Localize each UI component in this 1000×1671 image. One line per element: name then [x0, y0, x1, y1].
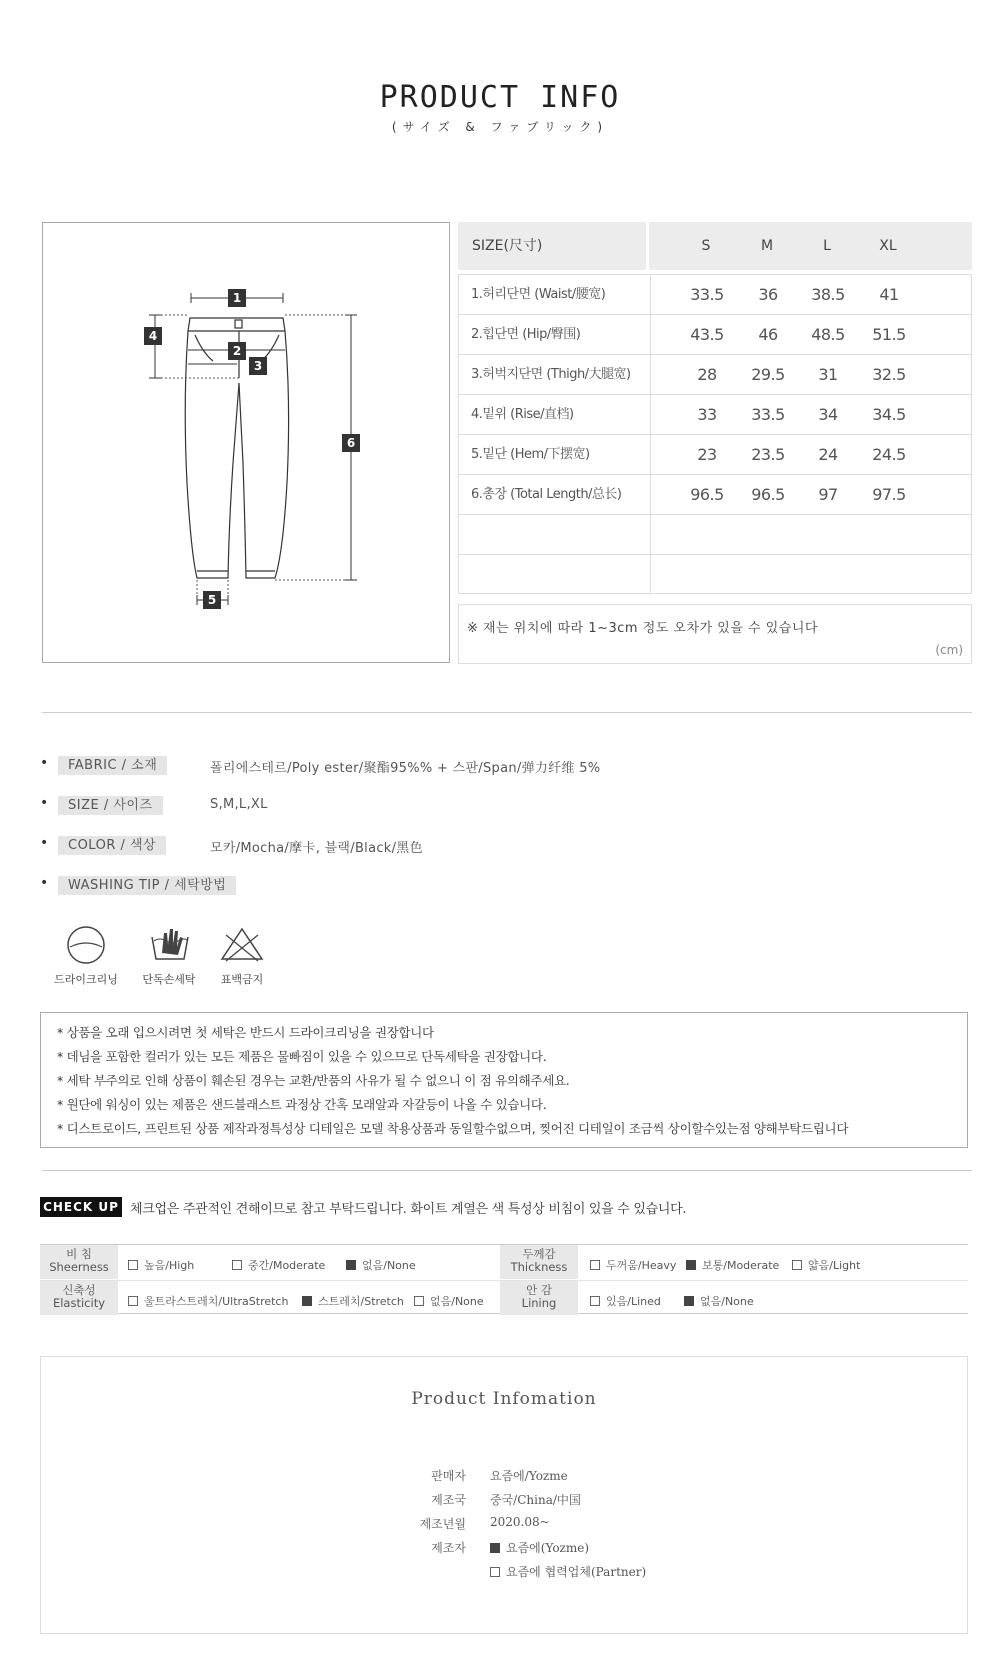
option-thick-light[interactable]	[792, 1257, 860, 1273]
option-label: 없음/None	[700, 1295, 754, 1308]
page-title: PRODUCT INFO	[379, 80, 621, 115]
elasticity-label-en: Elasticity	[52, 1296, 106, 1310]
checkbox-checked	[686, 1260, 696, 1270]
pants-illustration	[43, 223, 451, 664]
hand-wash-label: 단독손세탁	[142, 973, 196, 986]
bullet: •	[40, 835, 49, 851]
size-table-header	[458, 222, 972, 270]
cell: 96.5	[690, 485, 724, 504]
marker-3: 3	[249, 357, 267, 375]
option-label: 없음/None	[430, 1295, 484, 1308]
checkbox	[490, 1567, 500, 1577]
cell: 34.5	[872, 405, 906, 424]
checkbox	[590, 1260, 600, 1270]
row-label: 2.힙단면 (Hip/臀围)	[459, 315, 651, 355]
cell: 34	[818, 405, 838, 424]
option-elastic-none[interactable]	[414, 1293, 484, 1309]
sheerness-label	[40, 1245, 118, 1279]
cell: 46	[758, 325, 778, 344]
size-table-body	[458, 274, 972, 594]
size-header-label: SIZE(尺寸)	[458, 222, 649, 270]
size-tag: SIZE / 사이즈	[58, 796, 163, 815]
table-row	[459, 395, 971, 435]
bullet: •	[40, 875, 49, 891]
size-diagram	[42, 222, 450, 663]
hand-wash-icon	[148, 923, 192, 963]
care-notice-box	[40, 1012, 968, 1148]
lining-label-en: Lining	[521, 1296, 557, 1310]
option-label: 두꺼움/Heavy	[606, 1259, 677, 1272]
cell: 31	[818, 365, 838, 384]
checkup-table	[40, 1244, 968, 1314]
table-row	[459, 275, 971, 315]
cell: 41	[879, 285, 899, 304]
table-row	[459, 475, 971, 515]
option-label: 있음/Lined	[606, 1295, 661, 1308]
divider	[42, 1170, 972, 1171]
option-label: 울트라스트레치/UltraStretch	[144, 1295, 289, 1308]
checkup-text: 체크업은 주관적인 견해이므로 참고 부탁드립니다. 화이트 계열은 색 특성상 비침이 있을 수 있습니다.	[130, 1202, 687, 1217]
row-label-empty	[459, 515, 651, 555]
manufacturer-option-partner	[490, 1563, 646, 1580]
cell: 36	[758, 285, 778, 304]
table-row-empty	[459, 555, 971, 595]
marker-4: 4	[144, 327, 162, 345]
cell: 96.5	[751, 485, 785, 504]
checkbox-checked	[490, 1543, 500, 1553]
row-label: 3.허벅지단면 (Thigh/大腿宽)	[459, 355, 651, 395]
cell: 33.5	[751, 405, 785, 424]
divider	[42, 712, 972, 713]
color-value: 모카/Mocha/摩卡, 블랙/Black/黑色	[210, 841, 423, 856]
notice-line: * 데님을 포함한 컬러가 있는 모든 제품은 물빠짐이 있을 수 있으므로 단독세탁을 권장합니다.	[57, 1049, 547, 1064]
checkbox-checked	[684, 1296, 694, 1306]
option-label: 없음/None	[362, 1259, 416, 1272]
lining-label	[500, 1281, 578, 1315]
no-bleach-icon	[220, 925, 264, 963]
checkbox	[232, 1260, 242, 1270]
measurement-note-box	[458, 604, 972, 664]
option-label: 얇음/Light	[808, 1259, 861, 1272]
option-label: 보통/Moderate	[702, 1259, 780, 1272]
elasticity-label-ko: 신축성	[62, 1283, 96, 1297]
row-label: 5.밑단 (Hem/下摆宽)	[459, 435, 651, 475]
checkbox	[590, 1296, 600, 1306]
product-information-title: Product Infomation	[411, 1389, 597, 1409]
seller-key: 판매자	[431, 1469, 466, 1483]
size-col-m: M	[760, 238, 774, 254]
marker-6: 6	[342, 434, 360, 452]
size-value: S,M,L,XL	[210, 797, 268, 812]
sheerness-label-en: Sheerness	[49, 1260, 109, 1274]
table-row	[459, 315, 971, 355]
manufacture-date-key: 제조년월	[419, 1517, 466, 1531]
checkbox-checked	[346, 1260, 356, 1270]
option-thick-heavy[interactable]	[590, 1257, 676, 1273]
partner-value: 요즘에 협력업체(Partner)	[506, 1565, 647, 1579]
thickness-label-en: Thickness	[510, 1260, 568, 1274]
size-col-l: L	[823, 238, 831, 254]
page-subtitle: (サイズ & ファブリック)	[391, 120, 609, 134]
marker-2: 2	[228, 342, 246, 360]
checkup-badge: CHECK UP	[40, 1197, 122, 1217]
option-label: 스트레치/Stretch	[318, 1295, 404, 1308]
checkbox-checked	[302, 1296, 312, 1306]
notice-line: * 상품을 오래 입으시려면 첫 세탁은 반드시 드라이크리닝을 권장합니다	[57, 1025, 434, 1040]
option-elastic-ultra[interactable]	[128, 1293, 288, 1309]
option-label: 중간/Moderate	[248, 1259, 326, 1272]
manufacturer-key: 제조자	[431, 1541, 466, 1555]
manufacturer-value: 요즘에(Yozme)	[506, 1541, 590, 1555]
checkbox	[128, 1296, 138, 1306]
option-lining-none[interactable]	[684, 1293, 754, 1309]
option-elastic-stretch[interactable]	[302, 1293, 404, 1309]
washing-tip-tag: WASHING TIP / 세탁방법	[58, 876, 236, 895]
product-information-box	[40, 1356, 968, 1634]
color-tag: COLOR / 색상	[58, 836, 166, 855]
notice-line: * 원단에 워싱이 있는 제품은 샌드블래스트 과정상 간혹 모래알과 자갈등이 나올 수 있습니다.	[57, 1097, 547, 1112]
row-label-empty	[459, 555, 651, 595]
dry-clean-label: 드라이크리닝	[54, 973, 118, 986]
cell: 97.5	[872, 485, 906, 504]
fabric-value: 폴리에스테르/Poly ester/聚酯95%% + 스판/Span/弹力纤维 5%	[210, 761, 601, 776]
cell: 38.5	[811, 285, 845, 304]
cell: 97	[818, 485, 838, 504]
checkbox	[128, 1260, 138, 1270]
fabric-tag: FABRIC / 소재	[58, 756, 167, 775]
cell: 33	[697, 405, 717, 424]
cell: 33.5	[690, 285, 724, 304]
option-sheer-none[interactable]	[346, 1257, 416, 1273]
cell: 24	[818, 445, 838, 464]
dry-clean-icon	[66, 925, 106, 965]
cell: 48.5	[811, 325, 845, 344]
elasticity-label	[40, 1281, 118, 1315]
row-label: 4.밑위 (Rise/直档)	[459, 395, 651, 435]
thickness-label-ko: 두께감	[522, 1247, 556, 1261]
option-lining-lined[interactable]	[590, 1293, 661, 1309]
lining-label-ko: 안 감	[526, 1283, 552, 1297]
size-col-xl: XL	[879, 238, 897, 254]
manufacturer-option-yozme	[490, 1539, 589, 1556]
manufacture-date-value: 2020.08~	[490, 1515, 550, 1529]
origin-key: 제조국	[431, 1493, 466, 1507]
cell: 29.5	[751, 365, 785, 384]
unit-label: (cm)	[935, 643, 963, 657]
cell: 28	[697, 365, 717, 384]
table-row	[459, 355, 971, 395]
cell: 23	[697, 445, 717, 464]
row-label: 6.총장 (Total Length/总长)	[459, 475, 651, 515]
bullet: •	[40, 755, 49, 771]
bullet: •	[40, 795, 49, 811]
table-row-empty	[459, 515, 971, 555]
cell: 43.5	[690, 325, 724, 344]
checkbox	[792, 1260, 802, 1270]
option-label: 높음/High	[144, 1259, 195, 1272]
thickness-label	[500, 1245, 578, 1279]
row-label: 1.허리단면 (Waist/腰宽)	[459, 275, 651, 315]
origin-value: 중국/China/中国	[490, 1493, 581, 1507]
measurement-note: ※ 재는 위치에 따라 1~3cm 정도 오차가 있을 수 있습니다	[467, 621, 818, 636]
notice-line: * 디스트로이드, 프린트된 상품 제작과정특성상 디테일은 모델 착용상품과 동일할수없으며, 찢어진 디테일이 조금씩 상이할수있는점 양해부탁드립니다	[57, 1121, 849, 1136]
option-thick-moderate[interactable]	[686, 1257, 779, 1273]
cell: 32.5	[872, 365, 906, 384]
cell: 24.5	[872, 445, 906, 464]
option-sheer-moderate[interactable]	[232, 1257, 325, 1273]
checkbox	[414, 1296, 424, 1306]
notice-line: * 세탁 부주의로 인해 상품이 훼손된 경우는 교환/반품의 사유가 될 수 없으니 이 점 유의해주세요.	[57, 1073, 570, 1088]
marker-1: 1	[228, 289, 246, 307]
option-sheer-high[interactable]	[128, 1257, 194, 1273]
no-bleach-label: 표백금지	[220, 973, 264, 986]
table-row	[459, 435, 971, 475]
sheerness-label-ko: 비 침	[66, 1247, 92, 1261]
cell: 23.5	[751, 445, 785, 464]
marker-5: 5	[203, 591, 221, 609]
cell: 51.5	[872, 325, 906, 344]
seller-value: 요즘에/Yozme	[490, 1469, 568, 1483]
size-col-s: S	[701, 238, 711, 254]
